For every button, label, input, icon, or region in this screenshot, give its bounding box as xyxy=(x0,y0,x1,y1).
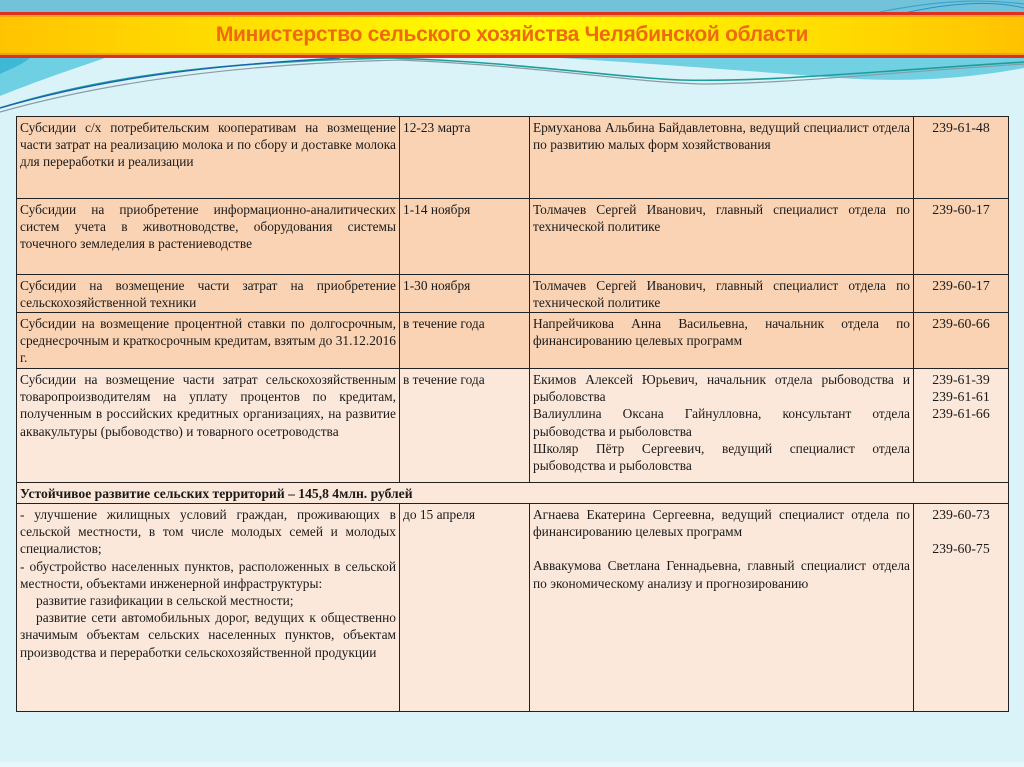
bottom-band xyxy=(0,762,1024,767)
subsidy-description: Субсидии на возмещение процентной ставки по долгосрочным, среднесрочным и краткосрочным кредитам, взятым до 31.12.2016 г. xyxy=(17,313,400,369)
program-subitem: развитие газификации в сельской местности; xyxy=(36,593,294,609)
contact-person: Екимов Алексей Юрьевич, начальник отдела рыбоводства и рыболовства xyxy=(533,372,910,405)
contact-person: Валиуллина Оксана Гайнулловна, консультант отдела рыбоводства и рыболовства xyxy=(533,406,910,439)
table-row xyxy=(17,117,1009,199)
program-item: - обустройство населенных пунктов, расположенных в сельской местности, объектами инженерной инфраструктуры: xyxy=(20,558,396,591)
contact-phone: 239-60-73 xyxy=(932,507,990,522)
section-title: Устойчивое развитие сельских территорий – 145,8 4млн. рублей xyxy=(17,483,1009,504)
page-title: Министерство сельского хозяйства Челябинской области xyxy=(215,23,809,46)
application-period: 1-14 ноября xyxy=(400,199,530,275)
title-bar xyxy=(0,12,1024,58)
contact-person: Агнаева Екатерина Сергеевна, ведущий специалист отдела по финансированию целевых программ xyxy=(533,507,910,540)
table-row xyxy=(17,199,1009,275)
subsidy-description: Субсидии на приобретение информационно-аналитических систем учета в животноводстве, оборудования системы точечного земледелия в растениеводстве xyxy=(17,199,400,275)
spacer xyxy=(917,523,1005,540)
application-period: в течение года xyxy=(400,313,530,369)
contact-phones xyxy=(914,504,1009,712)
contact-person: Толмачев Сергей Иванович, главный специалист отдела по технической политике xyxy=(530,199,914,275)
program-subitem: развитие сети автомобильных дорог, ведущих к общественно значимым объектам сельских населенных пунктов, объектам производства и переработки сельскохозяйственной продукции xyxy=(20,610,396,660)
contact-persons xyxy=(530,369,914,483)
contact-person: Напрейчикова Анна Васильевна, начальник отдела по финансированию целевых программ xyxy=(530,313,914,369)
contact-phone: 239-60-17 xyxy=(914,275,1009,313)
contact-phone: 239-60-17 xyxy=(914,199,1009,275)
spacer xyxy=(533,540,910,557)
table-row xyxy=(17,504,1009,712)
application-period: 1-30 ноября xyxy=(400,275,530,313)
contact-phone: 239-61-39 xyxy=(932,372,990,387)
subsidy-description: Субсидии на возмещение части затрат сельскохозяйственным товаропроизводителям на уплату процентов по кредитам, полученным в российских кредитных организациях, на развитие аквакультуры (рыбоводство) и товарного осетроводства xyxy=(17,369,400,483)
subsidy-description: Субсидии на возмещение части затрат на приобретение сельскохозяйственной техники xyxy=(17,275,400,313)
contact-phone: 239-61-48 xyxy=(914,117,1009,199)
subsidy-description: Субсидии с/х потребительским кооперативам на возмещение части затрат на реализацию молока и по сбору и доставке молока для переработки и реализации xyxy=(17,117,400,199)
contact-phone: 239-60-66 xyxy=(914,313,1009,369)
table-row xyxy=(17,369,1009,483)
contact-person: Школяр Пётр Сергеевич, ведущий специалист отдела рыбоводства и рыболовства xyxy=(533,440,910,474)
subsidies-table xyxy=(16,116,1009,712)
contact-phones xyxy=(914,369,1009,483)
contact-person: Ермуханова Альбина Байдавлетовна, ведущий специалист отдела по развитию малых форм хозяйствования xyxy=(530,117,914,199)
contact-person: Толмачев Сергей Иванович, главный специалист отдела по технической политике xyxy=(530,275,914,313)
contact-phone: 239-60-75 xyxy=(932,541,990,557)
application-period: 12-23 марта xyxy=(400,117,530,199)
application-period: до 15 апреля xyxy=(400,504,530,712)
application-period: в течение года xyxy=(400,369,530,483)
contact-phone: 239-61-66 xyxy=(932,406,990,422)
table-row xyxy=(17,275,1009,313)
contact-persons xyxy=(530,504,914,712)
program-description xyxy=(17,504,400,712)
section-header-row xyxy=(17,483,1009,504)
table-row xyxy=(17,313,1009,369)
contact-phone: 239-61-61 xyxy=(932,389,990,405)
program-item: - улучшение жилищных условий граждан, проживающих в сельской местности, в том числе молодых семей и молодых специалистов; xyxy=(20,507,396,557)
contact-person: Аввакумова Светлана Геннадьевна, главный специалист отдела по экономическому анализу и прогнозированию xyxy=(533,558,910,591)
